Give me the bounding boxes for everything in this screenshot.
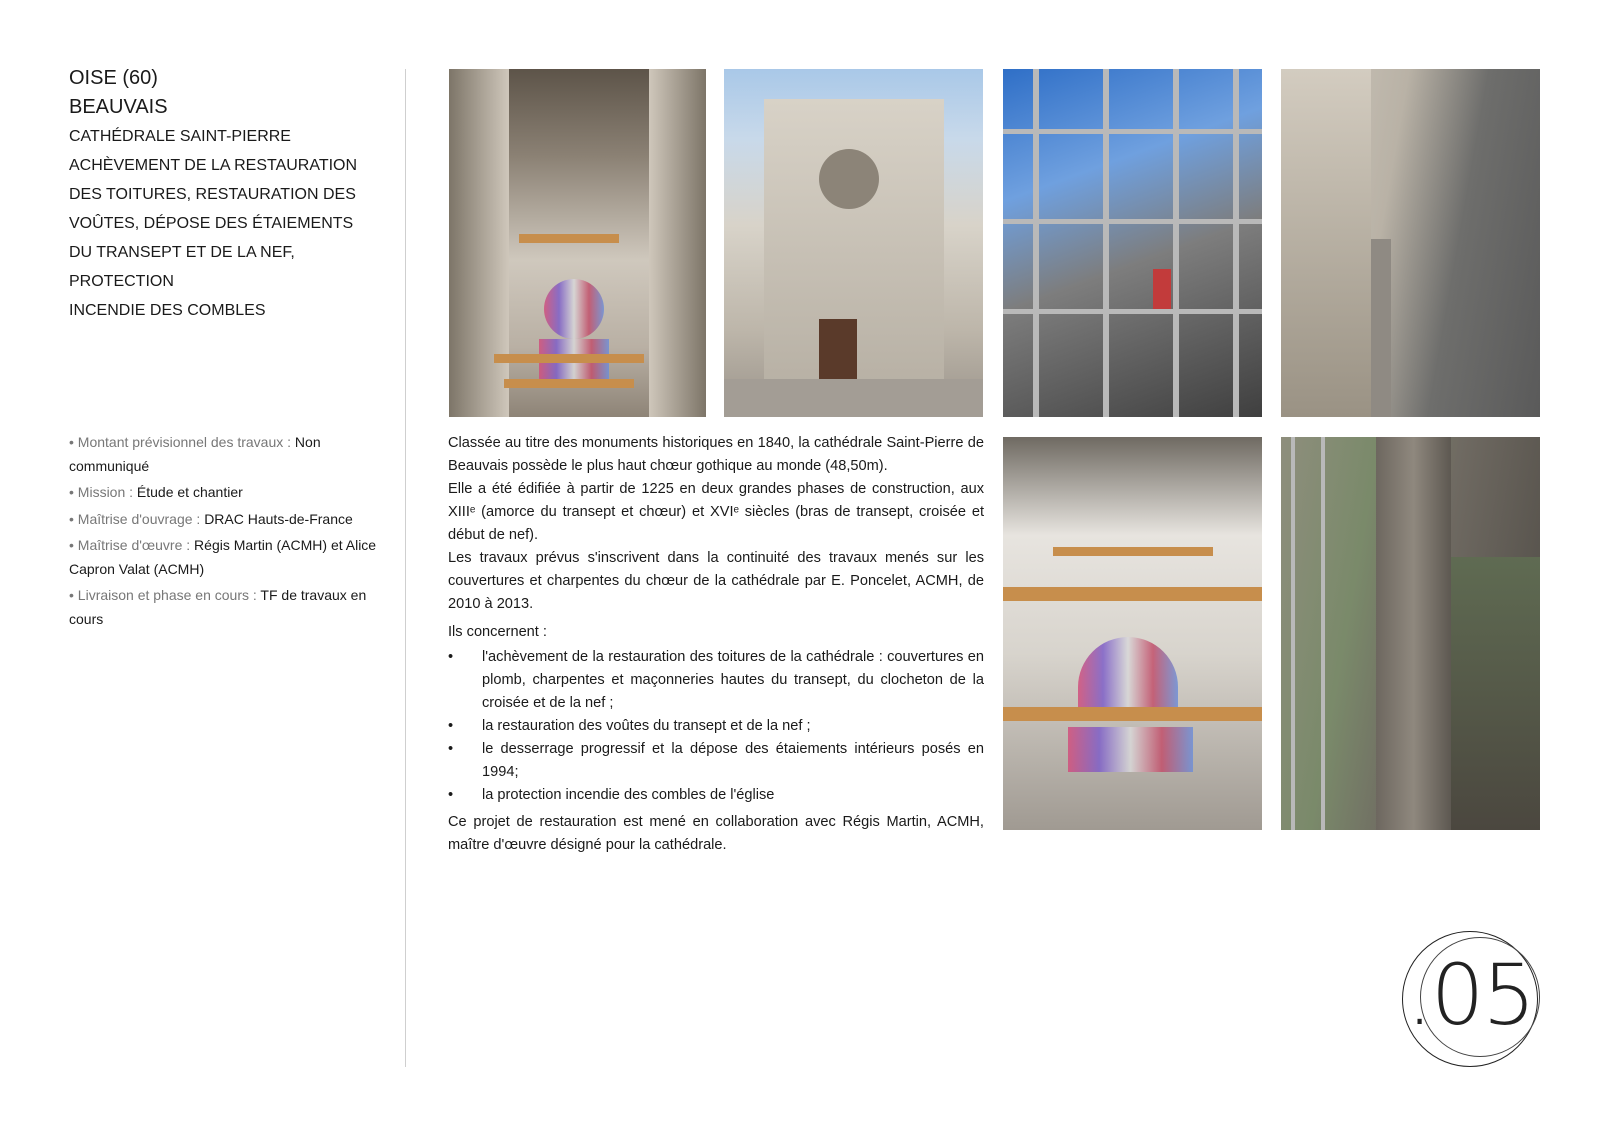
photo-pinnacle-view xyxy=(1281,437,1540,830)
photo-vault-shoring xyxy=(1003,437,1262,830)
list-item-text: l'achèvement de la restauration des toitures de la cathédrale : couvertures en plomb, charpentes et maçonneries hautes du transept, du clocheton de la croisée et de la nef ; xyxy=(482,649,984,711)
detail-value: DRAC Hauts-de-France xyxy=(204,510,353,527)
department-title: OISE (60) xyxy=(69,67,158,89)
detail-label: • Maîtrise d'ouvrage : xyxy=(69,510,205,527)
detail-value: Non communiqué xyxy=(69,434,321,474)
list-item xyxy=(448,784,984,807)
project-description xyxy=(448,432,984,857)
detail-label: • Maîtrise d'œuvre : xyxy=(69,537,195,553)
subtitle-line: DU TRANSEPT ET DE LA NEF, PROTECTION xyxy=(69,244,295,290)
page-number-badge xyxy=(1402,931,1538,1067)
list-item xyxy=(448,646,984,715)
photo-roof-gutter xyxy=(1281,69,1540,417)
subtitle-line: INCENDIE DES COMBLES xyxy=(69,302,266,319)
list-item-text: le desserrage progressif et la dépose des étaiements intérieurs posés en 1994; xyxy=(482,741,984,780)
subtitle-line: CATHÉDRALE SAINT-PIERRE xyxy=(69,128,291,145)
detail-value: Régis Martin (ACMH) et Alice Capron Valat (ACMH) xyxy=(69,537,377,577)
list-item xyxy=(448,715,984,738)
description-paragraph: Elle a été édifiée à partir de 1225 en deux grandes phases de construction, aux XIIIᵉ (amorce du transept et chœur) et XVIᵉ siècles (bras de transept, croisée et début de nef). xyxy=(448,481,984,543)
project-header xyxy=(69,64,389,325)
photo-scaffolding-roof xyxy=(1003,69,1262,417)
detail-value: Étude et chantier xyxy=(136,484,243,500)
list-item-text: la restauration des voûtes du transept et de la nef ; xyxy=(482,718,811,734)
subtitle-line: VOÛTES, DÉPOSE DES ÉTAIEMENTS xyxy=(69,215,354,232)
description-closing: Ce projet de restauration est mené en collaboration avec Régis Martin, ACMH, maître d'œuvre désigné pour la cathédrale. xyxy=(448,814,984,853)
bullet-icon: • xyxy=(448,787,454,803)
bullet-icon: • xyxy=(448,741,454,757)
detail-label: • Mission : xyxy=(69,484,137,500)
subtitle-line: DES TOITURES, RESTAURATION DES xyxy=(69,186,356,203)
works-intro: Ils concernent : xyxy=(448,624,547,640)
project-subtitle xyxy=(69,122,389,325)
detail-label: • Livraison et phase en cours : xyxy=(69,587,261,603)
photo-nave-interior xyxy=(449,69,706,417)
column-divider xyxy=(405,69,406,1067)
description-paragraph: Classée au titre des monuments historiques en 1840, la cathédrale Saint-Pierre de Beauvais possède le plus haut chœur gothique au monde (48,50m). xyxy=(448,435,984,474)
detail-budget xyxy=(69,431,389,478)
detail-mission xyxy=(69,481,389,505)
list-item xyxy=(448,738,984,784)
detail-delivery xyxy=(69,584,389,631)
bullet-icon: • xyxy=(448,718,454,734)
detail-value: TF de travaux en cours xyxy=(69,587,367,627)
subtitle-line: ACHÈVEMENT DE LA RESTAURATION xyxy=(69,157,358,174)
works-list xyxy=(448,646,984,807)
detail-label: • Montant prévisionnel des travaux : xyxy=(69,434,295,450)
page-number: .05 xyxy=(1406,946,1534,1044)
detail-client xyxy=(69,508,389,532)
project-details xyxy=(69,431,389,634)
detail-architect xyxy=(69,534,389,581)
bullet-icon: • xyxy=(448,649,454,665)
photo-cathedral-facade xyxy=(724,69,983,417)
list-item-text: la protection incendie des combles de l'église xyxy=(482,787,775,803)
description-paragraph: Les travaux prévus s'inscrivent dans la continuité des travaux menés sur les couvertures et charpentes du chœur de la cathédrale par E. Poncelet, ACMH, de 2010 à 2013. xyxy=(448,550,984,612)
city-title: BEAUVAIS xyxy=(69,96,168,118)
